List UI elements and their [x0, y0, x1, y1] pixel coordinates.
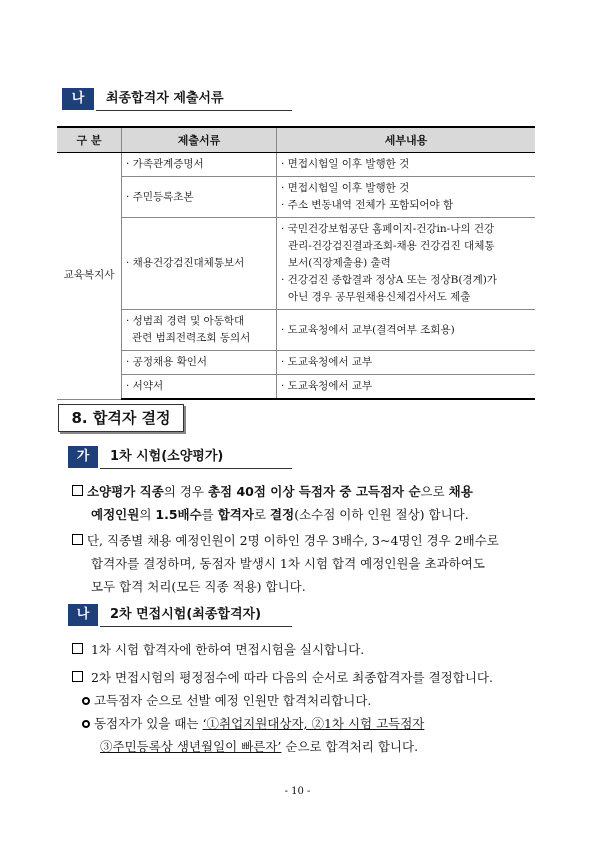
- section-8-heading: 8. 합격자 결정: [58, 404, 184, 432]
- table-row: [57, 375, 535, 400]
- subsection-title: 2차 면접시험(최종합격자): [100, 604, 292, 627]
- checkbox-icon: [72, 485, 83, 496]
- circle-bullet-icon: [82, 697, 90, 705]
- detail-cell: [277, 177, 536, 218]
- doc-cell: · 공정채용 확인서: [122, 351, 277, 375]
- detail-line: 관리-건강검진결과조회-채용 건강검진 대체통: [288, 240, 495, 252]
- category-cell: 교육복지사: [57, 153, 122, 400]
- table-row: [57, 218, 535, 310]
- doc-cell: · 가족관계증명서: [122, 153, 277, 177]
- checkbox-icon: [72, 643, 83, 654]
- bullet-1: 고득점자 순으로 선발 예정 인원만 합격처리합니다.: [82, 689, 542, 712]
- documents-table: [57, 126, 535, 400]
- detail-line: · 면접시험일 이후 발행한 것: [281, 182, 410, 194]
- header-details: 세부내용: [277, 127, 536, 153]
- doc-line: 관련 범죄전력조회 동의서: [132, 332, 251, 344]
- checkbox-icon: [72, 671, 83, 682]
- table-row: [57, 351, 535, 375]
- subsection-title: 1차 시험(소양평가): [100, 446, 292, 469]
- detail-cell: · 면접시험일 이후 발행한 것: [277, 153, 536, 177]
- detail-line: · 주소 변동내역 전체가 포함되어야 함: [281, 199, 454, 211]
- paragraph-3: 1차 시험 합격자에 한하여 면접시험을 실시합니다.: [72, 638, 542, 661]
- paragraph-4: 2차 면접시험의 평정점수에 따라 다음의 순서로 최종합격자를 결정합니다.: [72, 666, 542, 689]
- detail-cell: · 도교육청에서 교부(결격여부 조회용): [277, 310, 536, 351]
- doc-cell: · 주민등록초본: [122, 177, 277, 218]
- paragraph-2: 단, 직종별 채용 예정인원이 2명 이하인 경우 3배수, 3~4명인 경우 2배수로 합격자를 결정하며, 동점자 발생시 1차 시험 합격 예정인원을 초과하여도 모두 합격 처리(모든 직종 적용) 합니다.: [72, 529, 542, 598]
- doc-cell: · 서약서: [122, 375, 277, 400]
- table-row: [57, 177, 535, 218]
- detail-cell: · 도교육청에서 교부: [277, 351, 536, 375]
- checkbox-icon: [72, 534, 83, 545]
- doc-line: · 성범죄 경력 및 아동학대: [126, 315, 245, 327]
- detail-line: · 건강검진 종합결과 정상A 또는 정상B(경계)가: [281, 274, 497, 286]
- detail-line: 아닌 경우 공무원채용신체검사서도 제출: [288, 291, 471, 303]
- detail-cell: [277, 218, 536, 310]
- doc-cell: · 채용건강검진대체통보서: [122, 218, 277, 310]
- detail-cell: · 도교육청에서 교부: [277, 375, 536, 400]
- subsection-badge: 나: [68, 604, 98, 626]
- table-row: [57, 310, 535, 351]
- page-number: - 10 -: [284, 786, 311, 797]
- circle-bullet-icon: [82, 720, 90, 728]
- header-documents: 제출서류: [122, 127, 277, 153]
- paragraph-1: 소양평가 직종의 경우 총점 40점 이상 득점자 중 고득점자 순으로 채용 예정인원의 1.5배수를 합격자로 결정(소수점 이하 인원 절상) 합니다.: [72, 480, 542, 526]
- section-title: 최종합격자 제출서류: [96, 88, 292, 111]
- detail-line: 보서(직장제출용) 출력: [288, 257, 391, 269]
- table-row: [57, 153, 535, 177]
- bullet-2: 동점자가 있을 때는 ‘①취업지원대상자, ②1차 시험 고득점자 ③주민등록상 생년월일이 빠른자’ 순으로 합격처리 합니다.: [82, 712, 542, 758]
- table-header-row: [57, 127, 535, 153]
- subsection-badge: 가: [68, 446, 98, 468]
- section-badge: 나: [62, 88, 94, 110]
- doc-cell: [122, 310, 277, 351]
- detail-line: · 국민건강보험공단 홈페이지-건강in-나의 건강: [281, 223, 495, 235]
- header-category: 구 분: [57, 127, 122, 153]
